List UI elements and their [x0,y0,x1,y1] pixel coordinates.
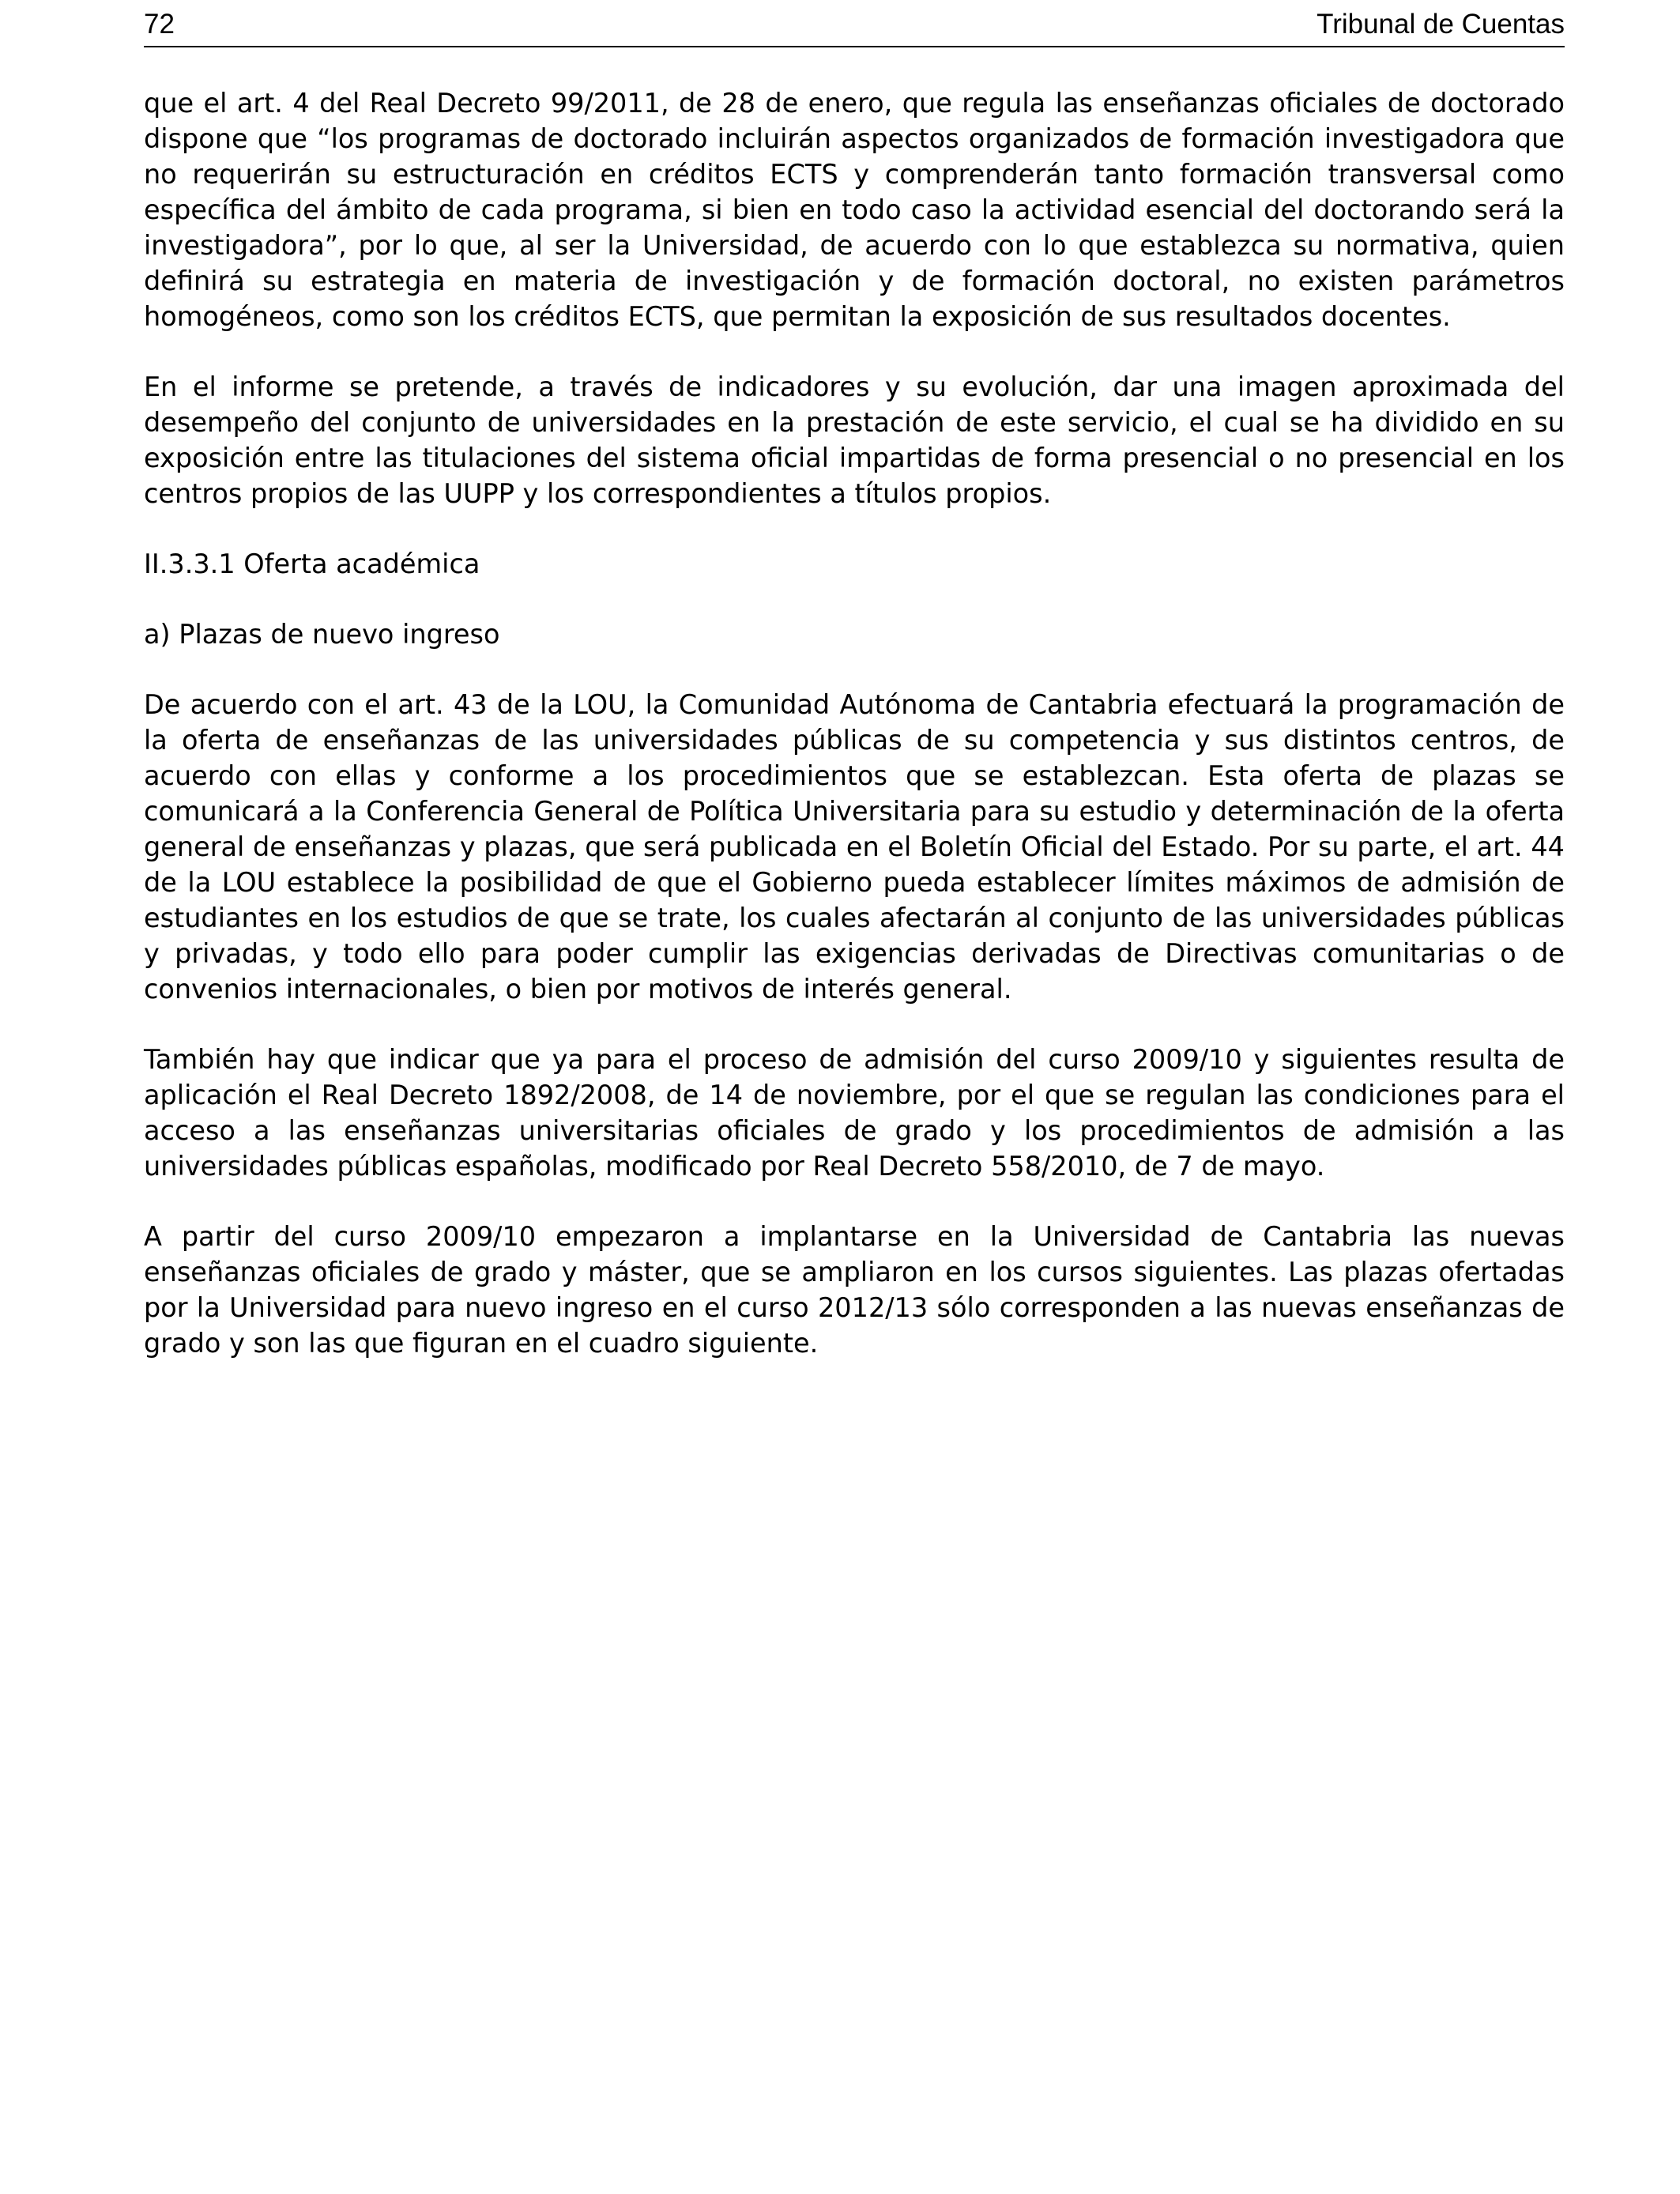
paragraph-lou: De acuerdo con el art. 43 de la LOU, la Comunidad Autónoma de Cantabria efectuará la programación de la oferta de enseñanzas de las universidades públicas de su competencia y sus distintos centros, de acuerdo con ellas y conforme a los procedimientos que se establezcan. Esta oferta de plazas se comunicará a la Conferencia General de Política Universitaria para su estudio y determinación de la oferta general de enseñanzas y plazas, que será publicada en el Boletín Oficial del Estado. Por su parte, el art. 44 de la LOU establece la posibilidad de que el Gobierno pueda establecer límites máximos de admisión de estudiantes en los estudios de que se trate, los cuales afectarán al conjunto de las universidades públicas y privadas, y todo ello para poder cumplir las exigencias derivadas de Directivas comunitarias o de convenios internacionales, o bien por motivos de interés general. [144,689,1565,1005]
paragraph-real-decreto: También hay que indicar que ya para el proceso de admisión del curso 2009/10 y siguientes resulta de aplicación el Real Decreto 1892/2008, de 14 de noviembre, por el que se regulan las condiciones para el acceso a las enseñanzas universitarias oficiales de grado y los procedimientos de admisión a las universidades públicas españolas, modificado por Real Decreto 558/2010, de 7 de mayo. [144,1044,1565,1182]
paragraph-doctorado: que el art. 4 del Real Decreto 99/2011, de 28 de enero, que regula las enseñanzas oficiales de doctorado dispone que “los programas de doctorado incluirán aspectos organizados de formación investigadora que no requerirán su estructuración en créditos ECTS y comprenderán tanto formación transversal como específica del ámbito de cada programa, si bien en todo caso la actividad esencial del doctorando será la investigadora”, por lo que, al ser la Universidad, de acuerdo con lo que establezca su normativa, quien definirá su estrategia en materia de investigación y de formación doctoral, no existen parámetros homogéneos, como son los créditos ECTS, que permitan la exposición de sus resultados docentes. [144,88,1565,332]
subsection-heading: a) Plazas de nuevo ingreso [144,619,500,650]
section-heading: II.3.3.1 Oferta académica [144,548,480,579]
header-title: Tribunal de Cuentas [1317,9,1565,40]
paragraph-plazas: A partir del curso 2009/10 empezaron a implantarse en la Universidad de Cantabria las nuevas enseñanzas oficiales de grado y máster, que se ampliaron en los cursos siguientes. Las plazas ofertadas por la Universidad para nuevo ingreso en el curso 2012/13 sólo corresponden a las nuevas enseñanzas de grado y son las que figuran en el cuadro siguiente. [144,1221,1565,1359]
page-number: 72 [144,9,175,40]
document-body [144,85,1565,1396]
paragraph-informe: En el informe se pretende, a través de indicadores y su evolución, dar una imagen aproximada del desempeño del conjunto de universidades en la prestación de este servicio, el cual se ha dividido en su exposición entre las titulaciones del sistema oficial impartidas de forma presencial o no presencial en los centros propios de las UUPP y los correspondientes a títulos propios. [144,371,1565,509]
page-header [144,6,1565,47]
